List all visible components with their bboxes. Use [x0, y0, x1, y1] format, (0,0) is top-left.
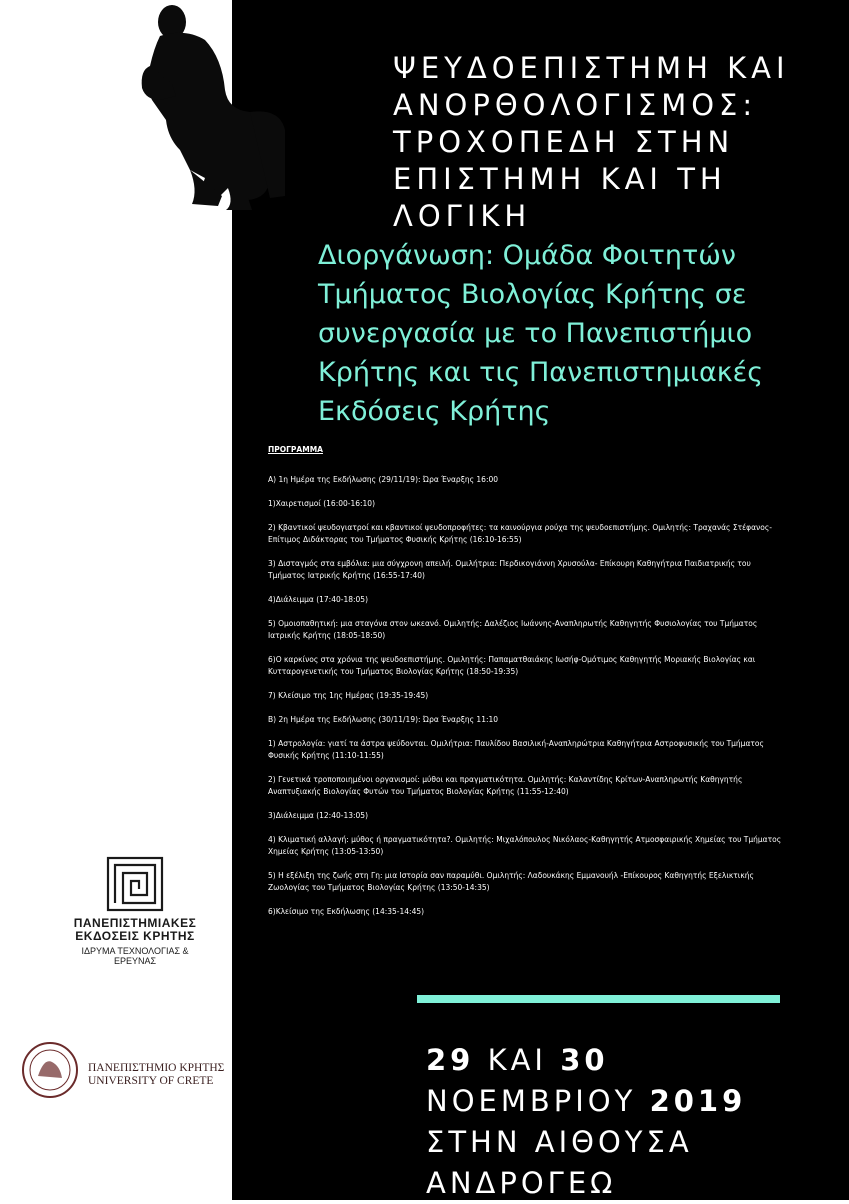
title-line: ΤΡΟΧΟΠΕΔΗ ΣΤΗΝ [393, 125, 735, 159]
organizer-block [318, 236, 818, 431]
year: 2019 [649, 1084, 747, 1118]
university-of-crete-logo [20, 1040, 230, 1110]
program-item: 3)Διάλειμμα (12:40-13:05) [268, 811, 368, 820]
title-line: ΨΕΥΔΟΕΠΙΣΤΗΜΗ ΚΑΙ [393, 51, 790, 85]
press-name-line: ΕΚΔΟΣΕΙΣ ΚΡΗΤΗΣ [75, 929, 195, 943]
organizer-line: Διοργάνωση: Ομάδα Φοιτητών [318, 240, 736, 271]
and-word: ΚΑΙ [487, 1043, 547, 1077]
university-name-english: UNIVERSITY OF CRETE [88, 1075, 214, 1087]
title-line: ΑΝΟΡΘΟΛΟΓΙΣΜΟΣ: [393, 88, 758, 122]
program-item: 1) Αστρολογία: γιατί τα άστρα ψεύδονται. Ομιλήτρια: Παυλίδου Βασιλική-Αναπληρώτρια Καθηγήτρια Αστροφυσικής του Τμήματος Φυσικής Κρήτης (11:10-11:55) [268, 739, 764, 760]
university-seal-icon [20, 1040, 80, 1100]
program-item: 2) Γενετικά τροποποιημένοι οργανισμοί: μύθοι και πραγματικότητα. Ομιλητής: Καλαντίδης Κρίτων-Αναπληρωτής Καθηγητής Αναπτυξιακής Βιολογίας Φυτών του Τμήματος Βιολογίας Κρήτης (11:55-12:40) [268, 775, 743, 796]
program-item: 3) Δισταγμός στα εμβόλια: μια σύγχρονη απειλή. Ομιλήτρια: Περδικογιάννη Χρυσούλα- Επίκουρη Καθηγήτρια Παιδιατρικής του Τμήματος Ιατρικής Κρήτης (16:55-17:40) [268, 559, 751, 580]
crete-university-press-logo [70, 855, 200, 965]
program-item: Β) 2η Ημέρα της Εκδήλωσης (30/11/19): Ώρα Έναρξης 11:10 [268, 715, 499, 724]
program-item: 6)Ο καρκίνος στα χρόνια της ψευδοεπιστήμης. Ομιλητής: Παπαματθαιάκης Ιωσήφ-Ομότιμος Καθηγητής Μοριακής Βιολογίας και Κυτταρογενετικής του Τμήματος Βιολογίας Κρήτης (18:50-19:35) [268, 655, 756, 676]
title-line: ΕΠΙΣΤΗΜΗ ΚΑΙ ΤΗ [393, 162, 727, 196]
thinker-statue-image [130, 0, 290, 212]
day-two: 30 [560, 1043, 609, 1077]
press-name-line: ΠΑΝΕΠΙΣΤΗΜΙΑΚΕΣ [73, 916, 197, 930]
program-item: 1)Χαιρετισμοί (16:00-16:10) [268, 499, 376, 508]
date-venue-block [426, 1040, 826, 1204]
university-name-greek: ΠΑΝΕΠΙΣΤΗΜΙΟ ΚΡΗΤΗΣ [88, 1062, 225, 1074]
program-item: 7) Κλείσιμο της 1ης Ημέρας (19:35-19:45) [268, 691, 429, 700]
maze-logo-icon [105, 855, 165, 913]
day-one: 29 [426, 1043, 475, 1077]
venue-line: ΑΝΔΡΟΓΕΩ [426, 1166, 617, 1200]
month: ΝΟΕΜΒΡΙΟΥ [426, 1084, 637, 1118]
accent-divider [417, 995, 780, 1003]
program-item: 2) Κβαντικοί ψευδογιατροί και κβαντικοί ψευδοπροφήτες: τα καινούργια ρούχα της ψευδοεπιστήμης. Ομιλητής: Τραχανάς Στέφανος-Επίτιμος Διδάκτορας του Τμήματος Φυσικής Κρήτης (16:10-16:55) [268, 523, 772, 544]
program-heading: ΠΡΟΓΡΑΜΜΑ [268, 445, 323, 454]
organizer-line: Κρήτης και τις Πανεπιστημιακές [318, 357, 764, 388]
program-item: 6)Κλείσιμο της Εκδήλωσης (14:35-14:45) [268, 907, 425, 916]
press-foundation-line: ΙΔΡΥΜΑ ΤΕΧΝΟΛΟΓΙΑΣ & ΕΡΕΥΝΑΣ [81, 946, 189, 966]
month-line [426, 1081, 826, 1122]
program-item: 5) Η εξέλιξη της ζωής στη Γη: μια Ιστορία σαν παραμύθι. Ομιλητής: Λαδουκάκης Εμμανουήλ -Επίκουρος Καθηγητής Εξελικτικής Ζωολογίας του Τμήματος Βιολογίας Κρήτης (13:50-14:35) [268, 871, 754, 892]
venue-line: ΣΤΗΝ ΑΙΘΟΥΣΑ [426, 1125, 693, 1159]
program-item: 4) Κλιματική αλλαγή: μύθος ή πραγματικότητα?. Ομιλητής: Μιχαλόπουλος Νικόλαος-Καθηγητής Ατμοσφαιρικής Χημείας του Τμήματος Χημείας Κρήτης (13:05-13:50) [268, 835, 782, 856]
program-item: 5) Ομοιοπαθητική: μια σταγόνα στον ωκεανό. Ομιλητής: Δαλέζιος Ιωάννης-Αναπληρωτής Καθηγητής Φυσιολογίας του Τμήματος Ιατρικής Κρήτης (18:05-18:50) [268, 619, 758, 640]
organizer-line: Εκδόσεις Κρήτης [318, 396, 551, 427]
date-line [426, 1040, 826, 1081]
program-item: Α) 1η Ημέρα της Εκδήλωσης (29/11/19): Ώρα Έναρξης 16:00 [268, 475, 499, 484]
program-section [268, 444, 788, 930]
organizer-line: συνεργασία με το Πανεπιστήμιο [318, 318, 753, 349]
organizer-line: Τμήματος Βιολογίας Κρήτης σε [318, 279, 747, 310]
title-line: ΛΟΓΙΚΗ [393, 199, 532, 233]
event-title [393, 50, 813, 235]
university-name [88, 1062, 224, 1088]
program-item: 4)Διάλειμμα (17:40-18:05) [268, 595, 368, 604]
